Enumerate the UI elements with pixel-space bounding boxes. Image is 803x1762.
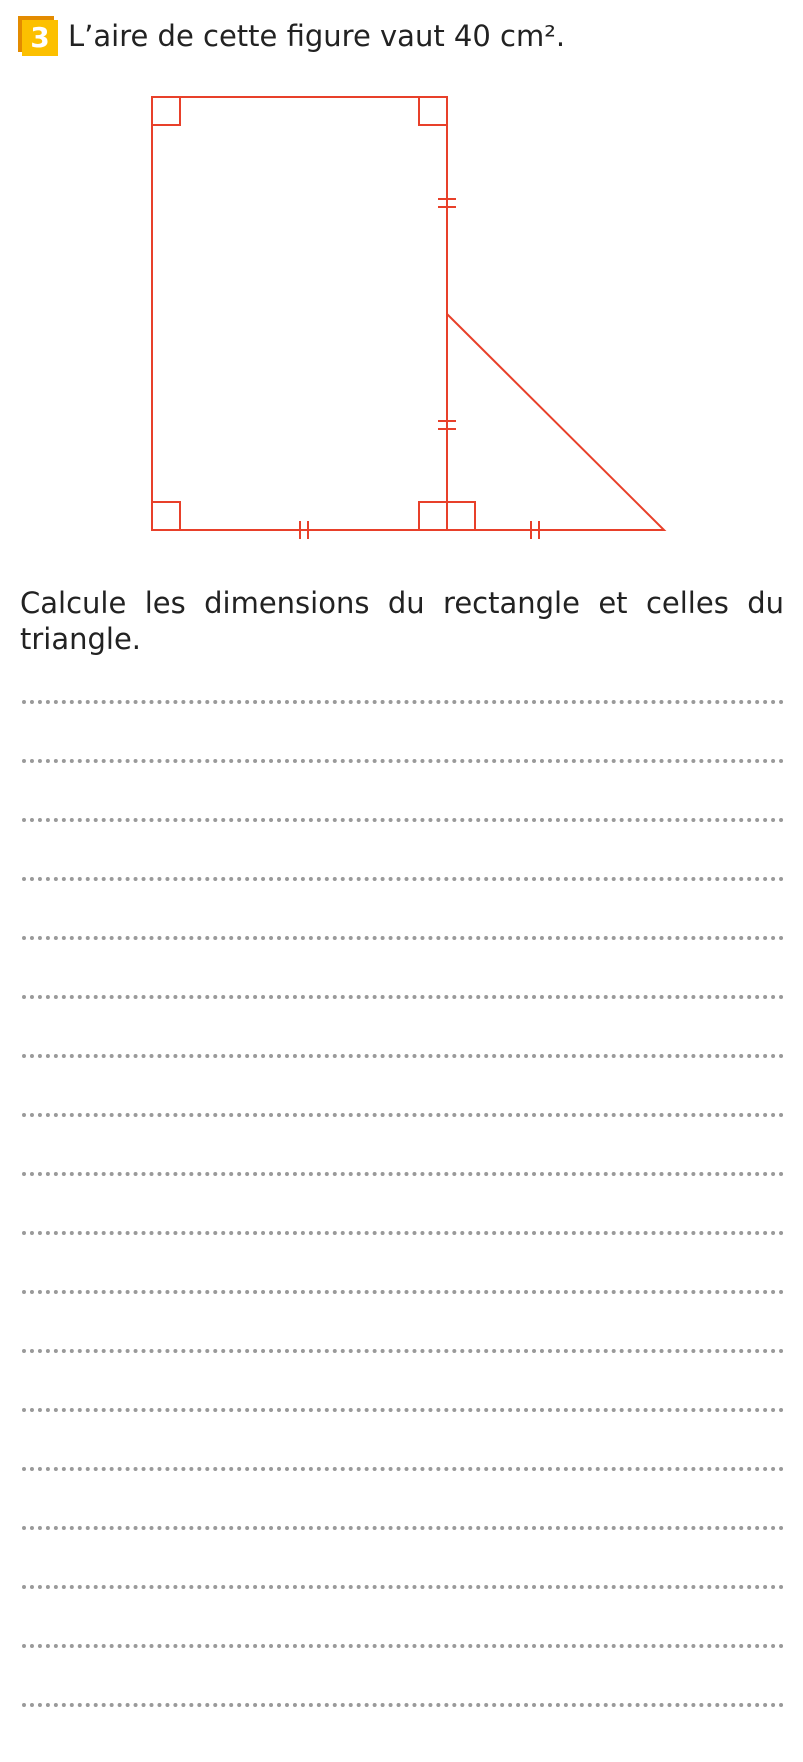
right-angle-marker-bottom-left <box>152 502 180 530</box>
question-text: Calcule les dimensions du rectangle et celles du triangle. <box>20 586 784 656</box>
right-angle-marker-bottom-right <box>419 502 447 530</box>
triangle-shape <box>447 314 664 530</box>
answer-line[interactable] <box>22 1290 784 1294</box>
answer-line[interactable] <box>22 1585 784 1589</box>
right-angle-marker-triangle <box>447 502 475 530</box>
right-angle-marker-top-right <box>419 97 447 125</box>
answer-line[interactable] <box>22 1526 784 1530</box>
answer-line[interactable] <box>22 936 784 940</box>
answer-line[interactable] <box>22 1644 784 1648</box>
answer-line[interactable] <box>22 700 784 704</box>
answer-line[interactable] <box>22 1349 784 1353</box>
answer-line[interactable] <box>22 1231 784 1235</box>
answer-line[interactable] <box>22 877 784 881</box>
answer-line[interactable] <box>22 1113 784 1117</box>
answer-line[interactable] <box>22 995 784 999</box>
answer-line[interactable] <box>22 1054 784 1058</box>
right-angle-marker-top-left <box>152 97 180 125</box>
exercise-instruction: L’aire de cette figure vaut 40 cm². <box>68 19 566 53</box>
answer-line[interactable] <box>22 759 784 763</box>
exercise-header <box>18 14 565 58</box>
rectangle-shape <box>152 97 447 530</box>
answer-lines <box>22 700 784 1762</box>
answer-line[interactable] <box>22 1703 784 1707</box>
geometry-figure <box>0 80 803 560</box>
exercise-number: 3 <box>22 20 58 56</box>
answer-line[interactable] <box>22 818 784 822</box>
answer-line[interactable] <box>22 1467 784 1471</box>
exercise-number-badge <box>18 16 58 56</box>
answer-line[interactable] <box>22 1408 784 1412</box>
answer-line[interactable] <box>22 1172 784 1176</box>
